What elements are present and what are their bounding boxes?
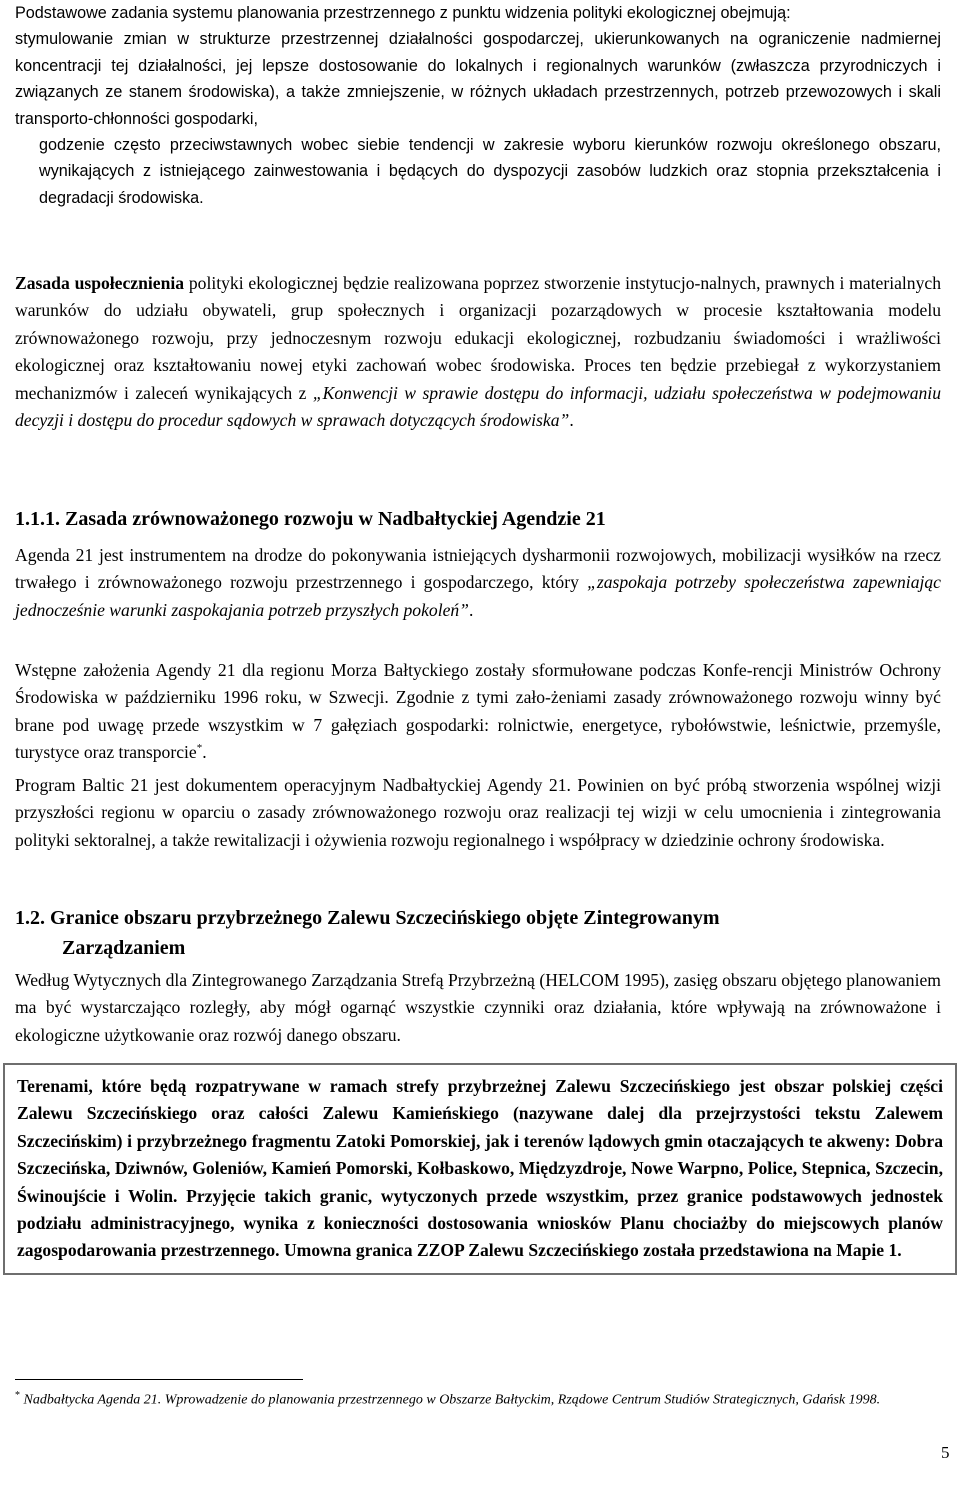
program-text: Program Baltic 21 jest dokumentem operacyjnym Nadbałtyckiej Agendy 21. Powinien on być próbą stworzenia wspólnej wizji przyszłości regionu w oparciu o zasady zrównoważonego rozwoju oraz realizacji tej wizji w celu umocnienia i zintegrowania polityki sektoralnej, a także rewitalizacji i ożywienia rozwoju regionalnego i współpracy w dziedzinie ochrony środowiska. (15, 775, 941, 850)
agenda-tail: . (468, 599, 474, 620)
agenda-italic-quote: „zaspokaja potrzeby społeczeństwa zapewniając jednocześnie warunki zaspokajania potrzeb przyszłych pokoleń” (15, 572, 941, 620)
intro-item-2: godzenie często przeciwstawnych wobec siebie tendencji w zakresie wyboru kierunków rozwoju określonego obszaru, wynikających z istniejącego zainwestowania i będących do dyspozycji zasobów ludzkich oraz stopnia przekształcenia i degradacji środowiska. (39, 136, 941, 207)
boxed-paragraph (3, 1063, 957, 1275)
intro-item-1: stymulowanie zmian w strukturze przestrzennej działalności gospodarczej, ukierunkowanych na ograniczenie nadmiernej koncentracji tej działalności, jej lepsze dostosowanie do lokalnych i regionalnych warunków (zwłaszcza przyrodniczych i związanych ze stanem środowiska), a także zmniejszenie, w różnych układach przestrzennych, potrzeb przewozowych i skali transporto-chłonności gospodarki, (15, 30, 941, 128)
paragraph-program-baltic (15, 772, 941, 854)
footnote (15, 1385, 941, 1412)
section-title-line-1: Granice obszaru przybrzeżnego Zalewu Szczecińskiego objęte Zintegrowanym (50, 907, 720, 929)
zasada-italic-quote: „Konwencji w sprawie dostępu do informacji, udziału społeczeństwa w podejmowaniu decyzji i dostępu do procedur sądowych w sprawach dotyczących środowiska” (15, 382, 941, 431)
zasada-bold-lead: Zasada uspołecznienia (15, 273, 185, 293)
paragraph-wedlug-wytycznych (15, 967, 941, 1049)
section-title-line-2: Zarządzaniem (62, 937, 186, 959)
section-heading-1-1-1 (15, 504, 606, 534)
section-title: Zasada zrównoważonego rozwoju w Nadbałtyckiej Agendzie 21 (65, 508, 606, 530)
page-number: 5 (941, 1443, 950, 1462)
footnote-divider (15, 1379, 303, 1380)
footnote-mark: * (15, 1390, 20, 1401)
zasada-tail: . (569, 410, 574, 431)
footnote-text: Nadbałtycka Agenda 21. Wprowadzenie do planowania przestrzennego w Obszarze Bałtyckim, Rządowe Centrum Studiów Strategicznych, Gdańsk 1998. (23, 1392, 881, 1408)
intro-section (15, 0, 941, 211)
boxed-text: Terenami, które będą rozpatrywane w ramach strefy przybrzeżnej Zalewu Szczecińskiego jest obszar polskiej części Zalewu Szczecińskiego oraz całości Zalewu Kamieńskiego (nazywane dalej dla przejrzystości tekstu Zalewem Szczecińskim) i przybrzeżnego fragmentu Zatoki Pomorskiej, jak i terenów lądowych gmin otaczających te akweny: Dobra Szczecińska, Dziwnów, Goleniów, Kamień Pomorski, Kołbaskowo, Międzyzdroje, Nowe Warpno, Police, Stepnica, Szczecin, Świnoujście i Wolin. Przyjęcie takich granic, wytyczonych przede wszystkim, przez granice podstawowych jednostek podziału administracyjnego, wynika z konieczności dostosowania wniosków Planu chociażby do miejscowych planów zagospodarowania przestrzennego. Umowna granica ZZOP Zalewu Szczecińskiego została przedstawiona na Mapie 1. (17, 1076, 943, 1261)
agenda-text: Agenda 21 jest instrumentem na drodze do pokonywania istniejących dysharmonii rozwojowych, mobilizacji wysiłków na rzecz trwałego i zrównoważonego rozwoju przestrzennego i gospodarczego, który (15, 545, 941, 593)
wstepne-text: Wstępne założenia Agendy 21 dla regionu Morza Bałtyckiego zostały sformułowane podczas Konfe-rencji Ministrów Ochrony Środowiska w październiku 1996 roku, w Szwecji. Zgodnie z tymi zało-żeniami zasady zrównoważonego rozwoju winny być brane pod uwagę przede wszystkim w 7 gałęziach gospodarki: rolnictwie, energetyce, rybołówstwie, leśnictwie, przemyśle, turystyce oraz transporcie (15, 660, 941, 763)
section-number: 1.2. (15, 907, 45, 929)
wstepne-tail: . (202, 742, 207, 763)
paragraph-wstepne-zalozenia (15, 657, 941, 767)
zasada-text: polityki ekologicznej będzie realizowana poprzez stworzenie instytucjo-nalnych, prawnych i materialnych warunków do udziału obywateli, grup społecznych i organizacji pozarządowych w procesie kształtowania modelu zrównoważonego rozwoju, przy jednoczesnym rozwoju edukacji ekologicznej, rozbudzaniu świadomości i wrażliwości ekologicznej oraz kształtowaniu nowej etyki zachowań wobec środowiska. Proces ten będzie przebiegał z wykorzystaniem mechanizmów i zaleceń wynikających z (15, 273, 942, 403)
section-number: 1.1.1. (15, 508, 60, 530)
paragraph-agenda-21 (15, 542, 941, 624)
wedlug-text: Według Wytycznych dla Zintegrowanego Zarządzania Strefą Przybrzeżną (HELCOM 1995), zasięg obszaru objętego planowaniem ma być wystarczająco rozległy, aby mógł ogarnąć wszystkie czynniki oraz działania, które wpływają na zrównoważone i ekologiczne użytkowanie oraz rozwój danego obszaru. (15, 970, 941, 1045)
paragraph-zasada-uspolecznienia (15, 270, 941, 434)
footnote-reference[interactable]: * (196, 742, 203, 755)
section-heading-1-2 (15, 903, 941, 963)
intro-lead: Podstawowe zadania systemu planowania przestrzennego z punktu widzenia polityki ekologicznej obejmują: (15, 4, 791, 22)
